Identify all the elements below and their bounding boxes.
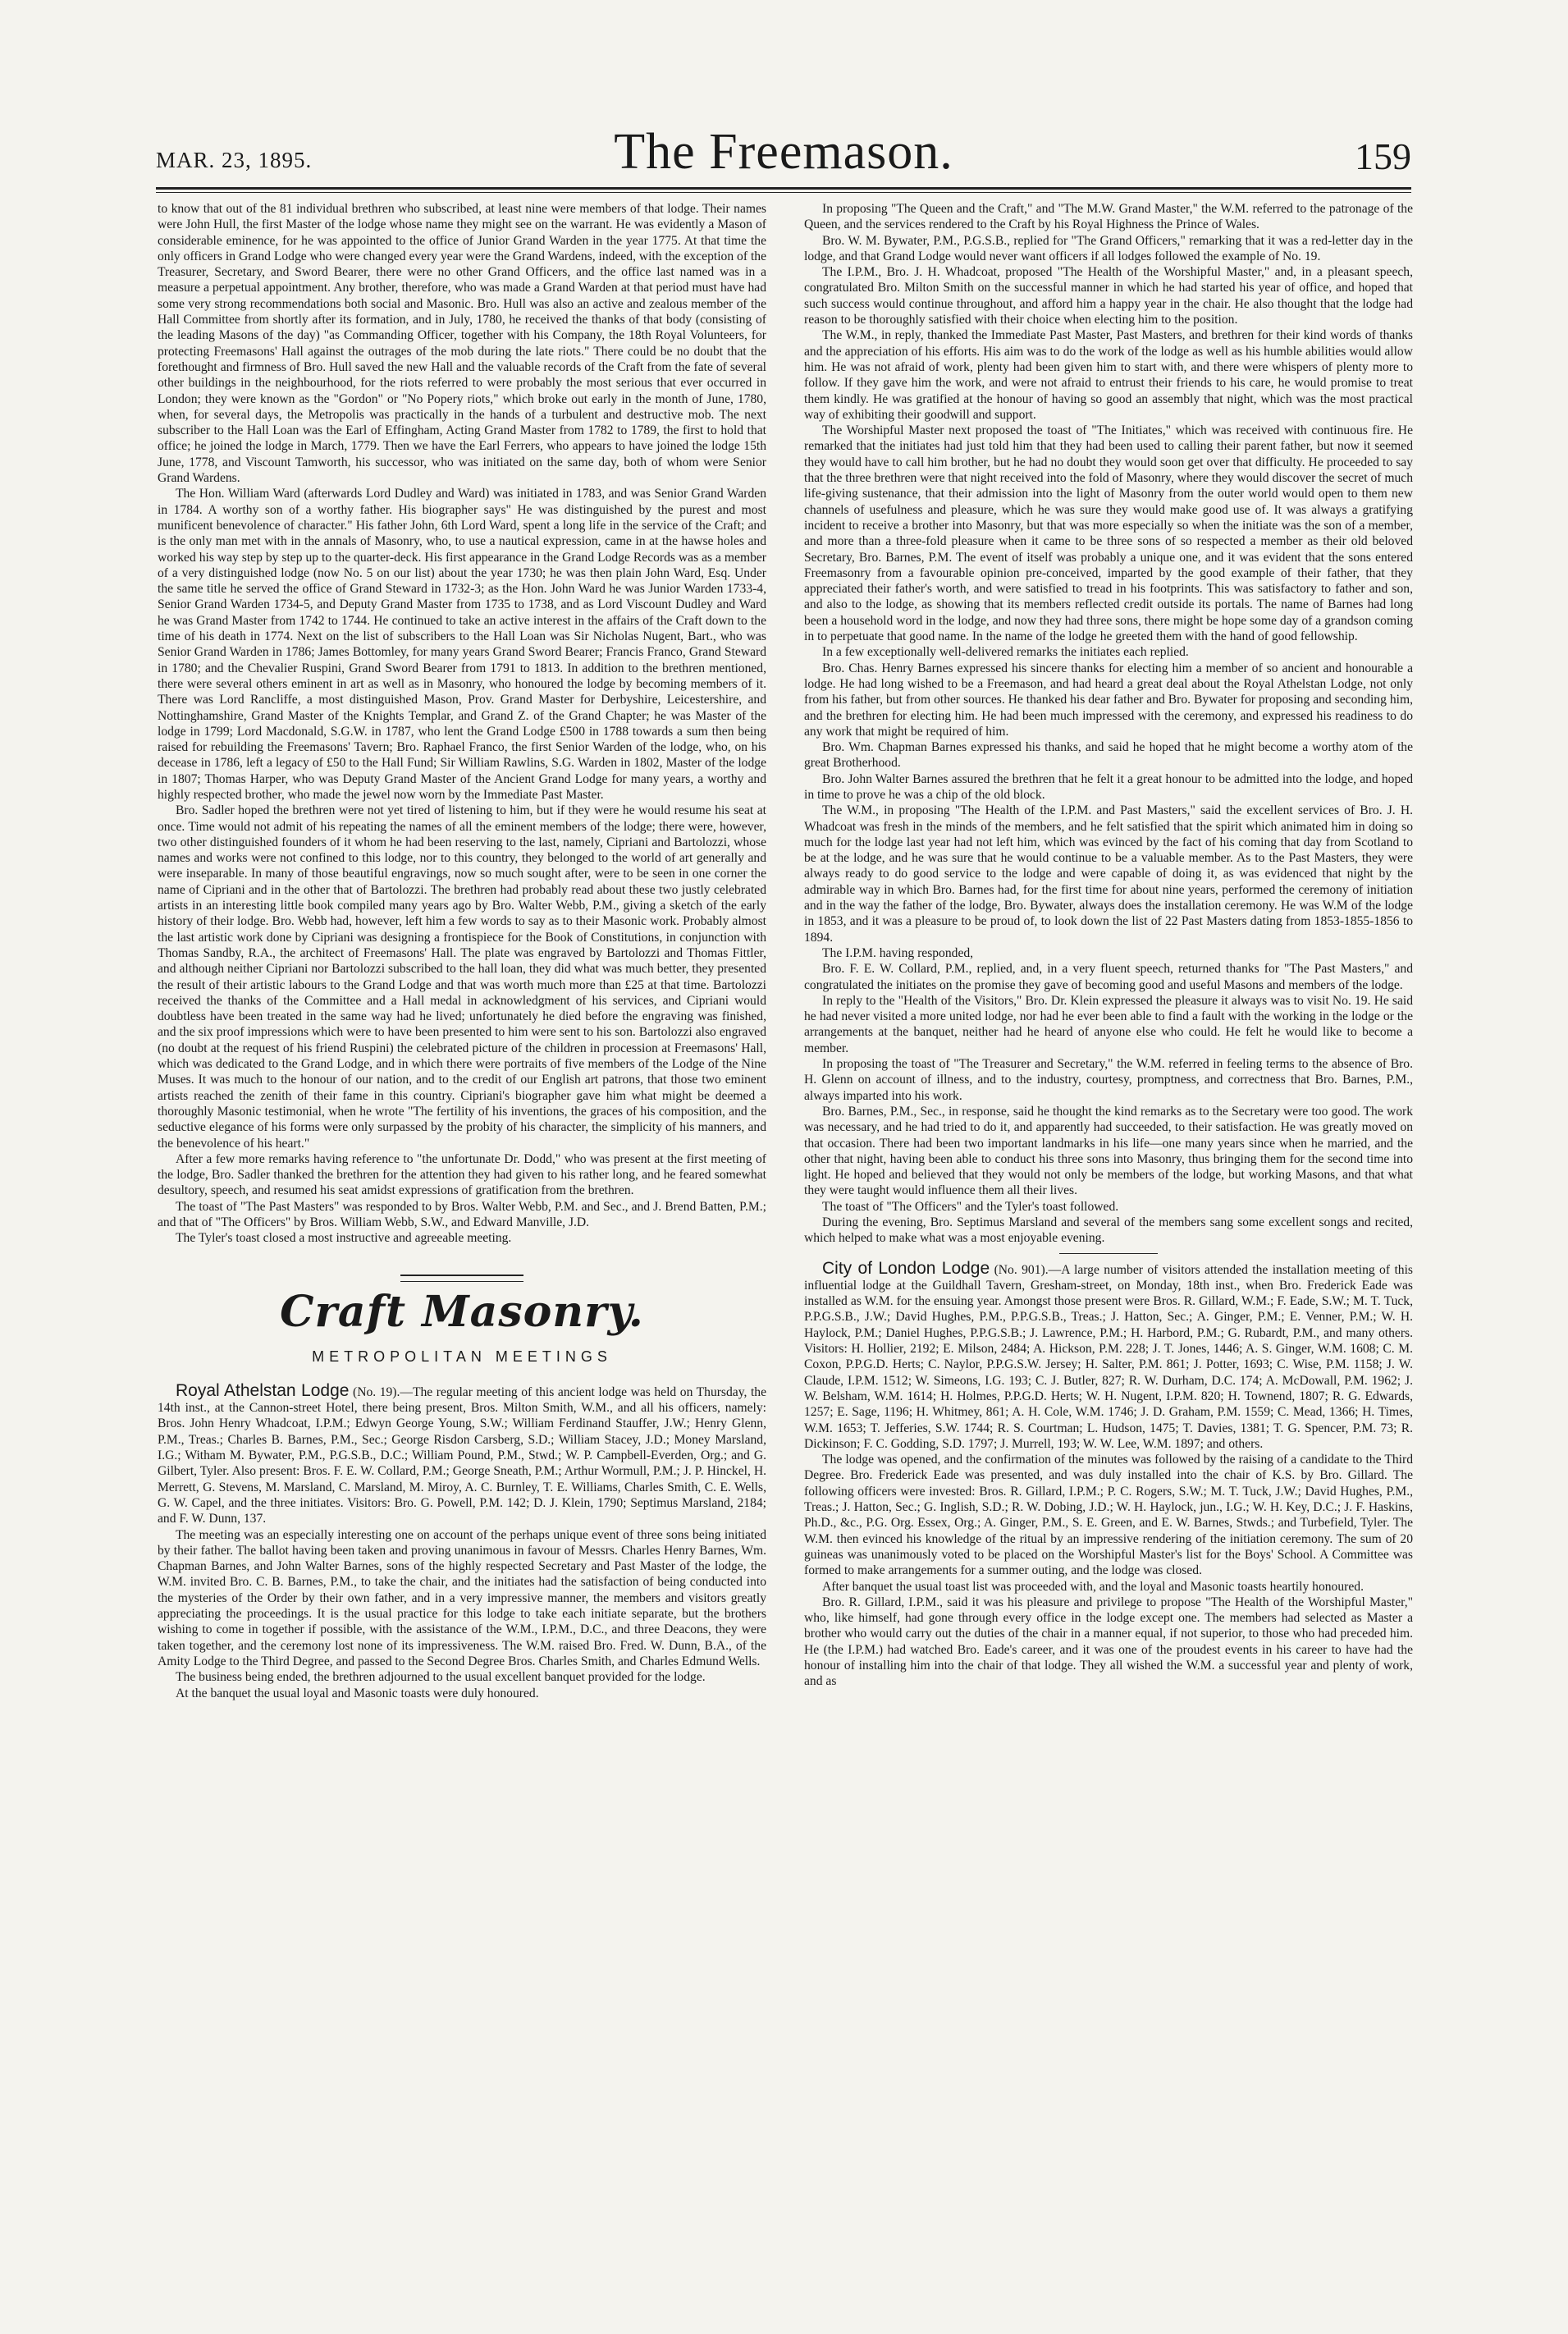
article-paragraph: During the evening, Bro. Septimus Marsland and several of the members sang some excellent songs and recited, which helped to make what was a most enjoyable evening. [804,1215,1413,1246]
article-paragraph: The lodge was opened, and the confirmation of the minutes was followed by the raising of a candidate to the Third Degree. Bro. Frederick Eade was presented, and was duly installed into the chair of K.S. by Bro. Gillard. The following officers were invested: Bros. R. Gillard, I.P.M.; P. C. Rogers, S.W.; M. T. Tuck, J.W.; David Hughes, P.M., Treas.; J. Hatton, Sec.; G. Inglish, S.D.; R. W. Dobing, J.D.; W. H. Haylock, jun., I.G.; W. H. Key, D.C.; J. F. Haskins, Ph.D., &c., P.G. Org. Essex, Org.; A. Ginger, P.M., S. E. Green, and E. W. Barnes, Stwds.; and Turbefield, Tyler. The W.M. then evinced his knowledge of the ritual by an impressive rendering of the initiation ceremony. The sum of 20 guineas was unanimously voted to be placed on the Worshipful Master's list for the Boys' School. A Committee was formed to make arrangements for a summer outing, and the lodge was closed. [804,1453,1413,1578]
article-paragraph: After a few more remarks having reference to "the unfortunate Dr. Dodd," who was present at the first meeting of the lodge, Bro. Sadler thanked the brethren for the attention they had given to his rather long, and he feared somewhat desultory, speech, and resumed his seat amidst expressions of gratification from the brethren. [158,1151,766,1198]
lodge-lead-text: (No. 19).—The regular meeting of this ancient lodge was held on Thursday, the 14th inst., at the Cannon-street Hotel, there being present, Bros. Milton Smith, W.M., and all his officers, namely: Bros. John Henry Whadcoat, I.P.M.; Edwyn George Young, S.W.; William Ferdinand Stauffer, J.W.; Henry Glenn, P.M., Treas.; Charles B. Barnes, P.M., Sec.; George Risdon Carsberg, S.D.; William Stacey, J.D.; Money Marsland, I.G.; Witham M. Bywater, P.M., P.G.S.B., D.C.; William Pound, P.M., Stwd.; W. P. Campbell-Everden, Org.; and G. Gilbert, Tyler. Also present: Bros. F. E. W. Collard, P.M.; George Sneath, P.M.; Arthur Wormull, P.M.; J. P. Hinckel, H. Merrett, G. Stevens, M. Marsland, C. Marsland, M. Miroy, A. C. Burnley, T. E. Williams, Charles Smith, C. E. Wells, G. W. Capel, and the three initiates. Visitors: Bro. G. Powell, P.M. 142; D. J. Klein, 1790; Septimus Marsland, 2184; and F. W. Dunn, 137. [158,1384,766,1526]
lodge-title: Royal Athelstan Lodge [176,1380,350,1400]
article-paragraph: Bro. Sadler hoped the brethren were not yet tired of listening to him, but if they were he would resume his seat at once. Time would not admit of his repeating the names of all the eminent members of the lodge; there were, however, two other distinguished founders of it whom he had been reserving to the last, namely, Cipriani and Bartolozzi, whose names and works were not confined to this lodge, nor to this country, they belonged to the world of art generally and were inseparable. In many of those beautiful engravings, now so much sought after, were to be seen in one corner the name of Cipriani and in the other that of Bartolozzi. The brethren had probably read about these two justly celebrated artists in an interesting little book compiled many years ago by Bro. Walter Webb, P.M., giving a sketch of the early history of their lodge. Bro. Webb had, however, left him a few words to say as to their Masonic work. Probably almost the last artistic work done by Cipriani was designing a frontispiece for the Book of Constitutions, in conjunction with Thomas Sandby, R.A., the architect of Freemasons' Hall. The plate was engraved by Bartolozzi and Thomas Fittler, and although neither Cipriani nor Bartolozzi subscribed to the hall loan, they did what was much better, they presented the result of their artistic labours to the Grand Lodge and that was worth much more than £25 at that time. Bartolozzi received the thanks of the Committee and a Hall medal in acknowledgment of his services, and Cipriani would doubtless have been treated in the same way had he lived; unfortunately he died before the engraving was finished, and the six proof impressions which were to have been presented to him were sent to his son. Bartolozzi also engraved (no doubt at the request of his friend Ruspini) the celebrated picture of the children in procession at Freemasons' Hall, which was dedicated to the Grand Lodge, and in which there were portraits of five members of the Lodge of the Nine Muses. It was much to the honour of our nation, and to the credit of our English art patrons, that those two eminent artists reached the zenith of their fame in this country. Cipriani's biographer gave him what might be deemed a thoroughly Masonic testimonial, when he wrote "The fertility of his inventions, the graces of his composition, and the seductive elegance of his forms were only surpassed by the probity of his character, the simplicity of his manners, and the benevolence of his heart." [158,803,766,1151]
article-paragraph: In a few exceptionally well-delivered remarks the initiates each replied. [822,645,1189,660]
issue-date: MAR. 23, 1895. [156,148,313,172]
masthead [156,123,1411,189]
left-column [158,201,766,2302]
article-paragraph: The W.M., in reply, thanked the Immediate Past Master, Past Masters, and brethren for their kind words of thanks and the appreciation of his efforts. His aim was to do the work of the lodge as well as his humble abilities would allow him. He was not afraid of work, plenty had been given him to start with, and there were whispers of plenty more to follow. If they gave him the work, and were not afraid to entrust their friends to his care, he would promise to treat them kindly. He was gratified at the honour of having so good an assembly that night, which was the most practical way of exhibiting their goodwill and support. [804,328,1413,422]
right-column [804,201,1413,2302]
article-paragraph: The meeting was an especially interesting one on account of the perhaps unique event of three sons being initiated by their father. The ballot having been taken and proving unanimous in favour of Messrs. Charles Henry Barnes, Wm. Chapman Barnes, and John Walter Barnes, sons of the highly respected Secretary and Past Master of the lodge, the W.M. invited Bro. C. B. Barnes, P.M., to take the chair, and the initiates had the satisfaction of being conducted into the mysteries of the Order by their own father, and in a very impressive manner, the members and visitors greatly appreciating the proceedings. It is the usual practice for this lodge to take each initiate separate, but the brothers wishing to come in together if possible, with the assistance of the W.M., I.P.M., D.C., and three Deacons, they were taken together, and the ceremony lost none of its impressiveness. The W.M. raised Bro. Fred. W. Dunn, B.A., of the Amity Lodge to the Third Degree, and passed to the Second Degree Bros. Charles Smith, and Charles Edmund Wells. [158,1527,766,1668]
article-paragraph: to know that out of the 81 individual brethren who subscribed, at least nine were members of that lodge. Their names were John Hull, the first Master of the lodge whose name they might see on the warrant. He was evidently a Mason of considerable eminence, for he was appointed to the office of Junior Grand Warden in the year 1775. At that time the only officers in Grand Lodge who were changed every year were the Grand Wardens, indeed, with the exception of the Treasurer, Secretary, and Sword Bearer, there were no other Grand Officers, and the office last named was in a measure a perpetual appointment. Any brother, therefore, who was made a Grand Warden at that period must have had some very strong recommendations both social and Masonic. Bro. Hull was also an active and zealous member of the Hall Committee from shortly after its formation, and in July, 1780, he received the thanks of that body (consisting of the leading Masons of the day) "as Commanding Officer, together with his Company, the 18th Royal Volunteers, for protecting Freemasons' Hall against the outrages of the mob during the late riots." There could be no doubt that the forethought and firmness of Bro. Hull saved the new Hall and the valuable records of the Craft from the fate of several other buildings in the neighbourhood, for the riots referred to were probably the most serious that ever occurred in London; they were known as the "Gordon" or "No Popery riots," which broke out early in the month of June, 1780, when, for several days, the Metropolis was practically in the hands of a turbulent and destructive mob. The next subscriber to the Hall Loan was the Earl of Effingham, Acting Grand Master from 1782 to 1789, the first to hold that office; he joined the lodge in March, 1779. Then we have the Earl Ferrers, who appears to have joined the lodge 15th June, 1778, and Viscount Tamworth, his successor, who was initiated on the same day, both of whom were Senior Grand Wardens. [158,202,766,486]
article-paragraph: The I.P.M., Bro. J. H. Whadcoat, proposed "The Health of the Worshipful Master," and, in a pleasant speech, congratulated Bro. Milton Smith on the successful manner in which he had started his year of office, and hoped that such success would continue throughout, and afford him a happy year in the chair. He also thought that the lodge had reason to be thoroughly satisfied with their choice when electing him to the position. [804,265,1413,327]
article-paragraph: In proposing the toast of "The Treasurer and Secretary," the W.M. referred in feeling terms to the absence of Bro. H. Glenn on account of illness, and to the industry, courtesy, promptness, and correctness that Bro. Barnes, P.M., always imparted into his work. [804,1057,1413,1103]
article-paragraph: In proposing "The Queen and the Craft," and "The M.W. Grand Master," the W.M. referred to the patronage of the Queen, and the services rendered to the Craft by his Royal Highness the Prince of Wales. [804,202,1413,232]
article-paragraph: Bro. F. E. W. Collard, P.M., replied, and, in a very fluent speech, returned thanks for "The Past Masters," and congratulated the initiates on the promise they gave of becoming good and useful Masons and members of the lodge. [804,962,1413,992]
article-paragraph: The Hon. William Ward (afterwards Lord Dudley and Ward) was initiated in 1783, and was Senior Grand Warden in 1784. A worthy son of a worthy father. His biographer says" He was distinguished by the purest and most munificent benevolence of character." His father John, 6th Lord Ward, spent a long life in the service of the Craft; and is the only man met with in the annals of Masonry, who, to use a nautical expression, came in at the hawse holes and worked his way step by step up to the quarter-deck. His first appearance in the Grand Lodge Records was as a member of a very distinguished lodge (now No. 5 on our list) about the year 1730; he was then plain John Ward, Esq. Under the same title he served the office of Grand Steward in 1732-3; as the Hon. John Ward he was Junior Warden 1733-4, Senior Grand Warden 1734-5, and Deputy Grand Master from 1735 to 1738, and as Lord Viscount Dudley and Ward he was Grand Master from 1742 to 1744. He continued to take an active interest in the affairs of the Craft down to the time of his death in 1774. Next on the list of subscribers to the Hall Loan was Sir Nicholas Nugent, Bart., who was Senior Grand Warden in 1786; James Bottomley, for many years Grand Sword Bearer; Francis Franco, Grand Steward in 1780; and the Chevalier Ruspini, Grand Sword Bearer from 1791 to 1813. In addition to the brethren mentioned, there were several others eminent in art as well as in Masonry, who honoured the lodge by becoming members of it. There was Lord Rancliffe, a most distinguished Mason, Prov. Grand Master for Derbyshire, Leicestershire, and Nottinghamshire, Grand Master of the Knights Templar, and Grand Z. of the Grand Chapter; he was Master of the lodge in 1799; Lord Macdonald, S.G.W. in 1787, who lent the Grand Lodge £500 in 1788 towards a sum then being raised for rebuilding the Freemasons' Tavern; Bro. Raphael Franco, the first Senior Warden of the lodge, who, on his decease in 1786, left a legacy of £50 to the Hall Fund; Sir William Rawlins, S.G. Warden in 1802, Master of the lodge in 1807; Thomas Harper, who was Deputy Grand Master of the Ancient Grand Lodge for many years, a worthy and highly respected brother, who made the jewel now worn by the Immediate Past Master. [158,487,766,802]
publication-title: The Freemason. [614,124,953,180]
page-number: 159 [1355,135,1411,177]
article-paragraph: At the banquet the usual loyal and Masonic toasts were duly honoured. [176,1686,539,1700]
article-paragraph: Bro. Chas. Henry Barnes expressed his sincere thanks for electing him a member of so ancient and honourable a lodge. He had long wished to be a Freemason, and had heard a great deal about the Royal Athelstan Lodge, not only from his father, but from other sources. He thanked his dear father and Bro. Bywater for proposing and seconding him, and the brethren for electing him. He had been much impressed with the ceremony, and expressed his readiness to do any work that might be required of him. [804,661,1413,739]
separator-rule [1059,1253,1158,1254]
article-paragraph: The toast of "The Officers" and the Tyler's toast followed. [822,1199,1119,1214]
article-paragraph: After banquet the usual toast list was proceeded with, and the loyal and Masonic toasts heartily honoured. [822,1579,1364,1594]
heading-rule [400,1275,523,1276]
article-paragraph: The Tyler's toast closed a most instructive and agreeable meeting. [176,1231,512,1246]
article-paragraph: In reply to the "Health of the Visitors," Bro. Dr. Klein expressed the pleasure it always was to visit No. 19. He said he had never visited a more united lodge, nor had he ever been able to find a fault with the working in the lodge or the arrangements at the banquet, neither had he heard of anyone else who could. He felt he would like to become a member. [804,993,1413,1055]
article-paragraph: Bro. John Walter Barnes assured the brethren that he felt it a great honour to be admitted into the lodge, and hoped in time to prove he was a chip of the old block. [804,771,1413,802]
article-paragraph: Bro. Barnes, P.M., Sec., in response, said he thought the kind remarks as to the Secretary were too good. The work was necessary, and he had tried to do it, and apparently had succeeded, to their satisfaction. He was greatly moved on that occasion. There had been two important landmarks in his life—one many years since when he married, and the other that night, having been able to conduct his three sons into Masonry, thus bringing them for the second time into light. He hoped and believed that they would not only be members of the lodge, but working Masons, and that what they were taught would influence them all their lives. [804,1104,1413,1198]
masthead-rule [156,187,1411,190]
article-paragraph: The toast of "The Past Masters" was responded to by Bros. Walter Webb, P.M. and Sec., and J. Brend Batten, P.M.; and that of "The Officers" by Bros. William Webb, S.W., and Edward Manville, J.D. [158,1199,766,1229]
lodge-report-intro [804,1258,1413,1453]
article-paragraph: Bro. Wm. Chapman Barnes expressed his thanks, and said he hoped that he might become a worthy atom of the great Brotherhood. [804,740,1413,771]
article-paragraph: The Worshipful Master next proposed the toast of "The Initiates," which was received with continuous fire. He remarked that the initiates had just told him that they had been used to calling their parent father, but now it seemed they would have to call him brother, but he had no doubt they would soon get over that difficulty. He proceeded to say that the three brethren were that night received into the fold of Masonry, where they would discover the secret of much life-giving sustenance, that their admission into the light of Masonry from the outer world would open to them new channels of usefulness and pleasure, which he was sure they would make good use of. It was always a gratifying incident to receive a brother into Masonry, but that was more especially so when the initiate was the son of a member, and more than a three-fold pleasure when it came to be three sons of so respected a member as their old beloved Secretary, Bro. Barnes, P.M. The event of itself was probably a unique one, and it was evident that the sons entered Freemasonry from a favourable opinion pre-conceived, imparted by the good example of their father, that they appreciated their father's worth, and were satisfied to tread in his footprints. This was satisfactory to father and son, and also to the lodge, as showing that its members reflected credit outside its portals. The name of Barnes had long been a household word in the lodge, and now they had three sons, there might be hope some day of a grandson coming in to perpetuate that good name. In the name of the lodge he greeted them with the hand of good fellowship. [804,423,1413,644]
heading-rule-thin [400,1281,523,1282]
article-paragraph: The I.P.M. having responded, [822,945,974,960]
article-paragraph: The W.M., in proposing "The Health of the I.P.M. and Past Masters," said the excellent services of Bro. J. H. Whadcoat was fresh in the minds of the members, and he felt satisfied that the spirit which animated him in doing so much for the lodge last year had not left him, which was evinced by the fact of his coming that day from Scotland to be at the lodge, and he was sure that he would continue to be a valuable member. As to the Past Masters, they were always ready to do good service to the lodge and were capable of doing it, as was evidenced that night by the admirable way in which Bro. Barnes had, for the first time for about nine years, performed the ceremony of initiation and in the way the father of the lodge, Bro. Bywater, always does the installation ceremony. He was W.M of the lodge in 1853, and it was a pleasure to be proud of, to look down the list of 22 Past Masters dating from 1853-1855-1856 to 1894. [804,803,1413,945]
sub-heading: METROPOLITAN MEETINGS [312,1348,612,1365]
article-paragraph: Bro. R. Gillard, I.P.M., said it was his pleasure and privilege to propose "The Health of the Worshipful Master," who, like himself, had gone through every office in the lodge except one. The members had selected as Master a brother who would carry out the duties of the chair in a manner equal, if not superior, to those who had preceded him. He (the I.P.M.) had watched Bro. Eade's career, and it was one of the proudest events in his career to have had the honour of installing him into the chair of that lodge. They all wished the W.M. a successful year and plenty of work, and as [804,1595,1413,1689]
article-paragraph: Bro. W. M. Bywater, P.M., P.G.S.B., replied for "The Grand Officers," remarking that it was a red-letter day in the lodge, and that Grand Lodge would never want officers if all lodges followed the example of No. 19. [804,233,1413,263]
lodge-lead-text: (No. 901).—A large number of visitors attended the installation meeting of this influential lodge at the Guildhall Tavern, Gresham-street, on Monday, 18th inst., when Bro. Frederick Eade was installed as W.M. for the ensuing year. Amongst those present were Bros. R. Gillard, W.M.; F. Eade, S.W.; M. T. Tuck, P.P.G.S.B., J.W.; David Hughes, P.M., P.P.G.S.B., Treas.; J. Hatton, Sec.; A. Ginger, P.M.; E. Venner, P.M.; W. H. Haylock, P.M.; Daniel Hughes, P.P.G.S.B.; J. Lawrence, P.M.; H. Harbord, P.M.; G. Rubardt, P.M., and many others. Visitors: H. Hollier, 2192; E. Milson, 2484; A. Hickson, P.M. 228; J. T. Jones, 1446; A. S. Ginger, W.M. 1608; C. M. Coxon, P.P.G.D. Herts; C. Naylor, P.P.G.S.W. Jersey; H. Salter, P.M. 861; J. Potter, 1693; C. Wise, P.M. 1158; J. W. Claude, I.P.M. 1512; W. Simeons, I.G. 193; C. J. Butler, 827; R. W. Durham, D.C. 174; A. McDowall, P.M. 1962; J. W. Belsham, W.M. 1614; H. Holmes, P.P.G.D. Herts; W. H. Nugent, I.P.M. 820; H. Townend, 1807; R. G. Edwards, 1257; E. Sage, 1196; H. Whitmey, 861; A. H. Cole, W.M. 1746; J. D. Graham, P.M. 1559; C. Mead, 1366; H. Times, W.M. 1653; T. Jefferies, S.W. 1744; R. S. Courtman; L. Hudson, 1475; T. Davies, 1381; T. G. Spencer, P.M. 73; R. Dickinson; F. C. Godding, S.D. 1797; J. Murrell, 193; W. W. Lee, W.M. 1897; and others. [804,1262,1413,1451]
article-paragraph: The business being ended, the brethren adjourned to the usual excellent banquet provided for the lodge. [176,1670,706,1685]
lodge-title: City of London Lodge [822,1258,990,1278]
masthead-rule-thin [156,192,1411,193]
section-heading: Craft Masonry. [280,1286,644,1337]
section-heading-block [158,1275,766,1336]
lodge-report-intro [158,1380,766,1527]
